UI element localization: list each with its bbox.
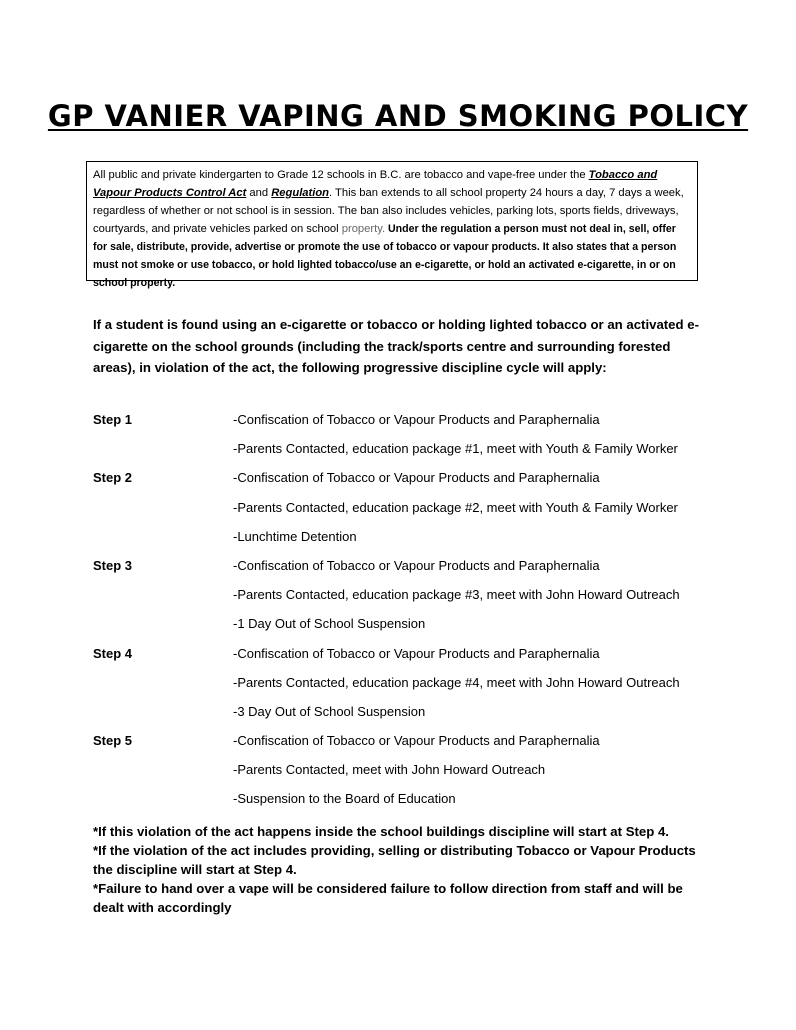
act-link[interactable]: Tobacco and Vapour Products Control Act — [93, 169, 658, 199]
step-action: -Parents Contacted, education package #3, meet with John Howard Outreach — [233, 587, 680, 603]
step-row — [93, 441, 713, 470]
step-action: -Suspension to the Board of Education — [233, 791, 456, 807]
step-action: -Parents Contacted, education package #1, meet with Youth & Family Worker — [233, 441, 678, 457]
step-action: -Confiscation of Tobacco or Vapour Products and Paraphernalia — [233, 557, 600, 573]
step-action: -Lunchtime Detention — [233, 528, 357, 544]
notes — [93, 822, 703, 917]
intro-paragraph: If a student is found using an e-cigarette or tobacco or holding lighted tobacco or an activated e-cigarette on the school grounds (including the track/sports centre and surrounding forested areas), in violation of the act, the following progressive discipline cycle will apply: — [93, 317, 699, 375]
step-row — [93, 500, 713, 529]
step-label: Step 2 — [93, 470, 133, 486]
step-label: Step 1 — [93, 412, 133, 427]
step-action: -Parents Contacted, meet with John Howard Outreach — [233, 762, 546, 778]
summary-text-1: All public and private kindergarten to Grade 12 schools in B.C. are tobacco and vape-free under the — [93, 169, 589, 181]
step-row — [93, 704, 713, 733]
step-action: -Confiscation of Tobacco or Vapour Products and Paraphernalia — [233, 470, 600, 486]
step-row — [93, 646, 713, 675]
step-label: Step 3 — [93, 557, 133, 573]
step-label: Step 5 — [93, 733, 133, 749]
summary-text-2: . This ban extends to all school property 24 hours a day, 7 days a week, regardless of whether or not school is in session. The ban also includes vehicles, parking lots, sports fields, driveways, courtyards, and private vehicles parked on school — [93, 187, 684, 235]
discipline-steps — [93, 412, 713, 821]
step-row — [93, 791, 713, 820]
step-label: Step 4 — [93, 645, 133, 661]
step-row — [93, 762, 713, 791]
step-row — [93, 733, 713, 762]
summary-text-3: Under the regulation a person must not deal in, sell, offer for sale, distribute, provide, advertise or promote the use of tobacco or vapour products. It also states that a person must not smoke or use tobacco, or hold lighted tobacco/use an e-cigarette, or hold an activated e-cigarette, in or on school property. — [93, 223, 677, 289]
page-title: GP VANIER VAPING AND SMOKING POLICY — [47, 99, 749, 133]
policy-summary-box — [86, 161, 698, 289]
note-item: *If this violation of the act happens inside the school buildings discipline will start at Step 4. — [93, 824, 669, 839]
step-row — [93, 616, 713, 645]
note-item: *Failure to hand over a vape will be considered failure to follow direction from staff and will be dealt with accordingly — [93, 881, 683, 915]
note-item: *If the violation of the act includes providing, selling or distributing Tobacco or Vapour Products the discipline will start at Step 4. — [93, 843, 696, 877]
step-action: -Confiscation of Tobacco or Vapour Products and Paraphernalia — [233, 412, 600, 427]
step-action: -3 Day Out of School Suspension — [233, 703, 426, 719]
step-action: -1 Day Out of School Suspension — [233, 616, 426, 632]
step-row — [93, 470, 713, 499]
step-row — [93, 587, 713, 616]
property-word: property. — [341, 223, 386, 235]
step-action: -Confiscation of Tobacco or Vapour Products and Paraphernalia — [233, 645, 600, 661]
step-action: -Parents Contacted, education package #4, meet with John Howard Outreach — [233, 674, 680, 690]
step-action: -Confiscation of Tobacco or Vapour Products and Paraphernalia — [233, 733, 600, 749]
regulation-link[interactable]: Regulation — [271, 187, 330, 199]
step-row — [93, 675, 713, 704]
step-row — [93, 412, 713, 441]
summary-and: and — [246, 187, 272, 199]
step-action: -Parents Contacted, education package #2, meet with Youth & Family Worker — [233, 499, 678, 515]
step-row — [93, 529, 713, 558]
step-row — [93, 558, 713, 587]
